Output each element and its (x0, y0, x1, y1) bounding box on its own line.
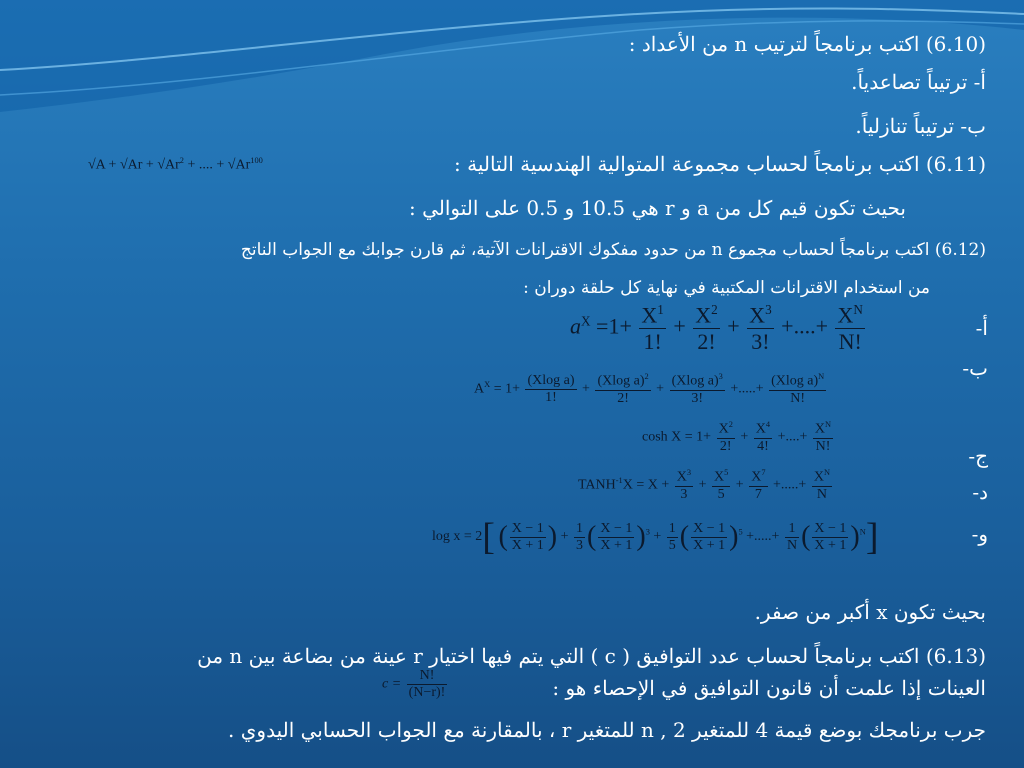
exp: 3 (645, 527, 650, 537)
option-label-d: د- (972, 480, 988, 504)
fraction-combination (407, 668, 448, 701)
den: (N−r)! (408, 685, 446, 700)
den: 1! (643, 329, 662, 355)
exp: X (484, 379, 491, 389)
dots: +....+ (781, 313, 828, 339)
fraction-term-1 (675, 468, 693, 503)
den: X + 1 (693, 537, 726, 553)
exponent: 100 (250, 156, 263, 165)
formula-combinations (382, 668, 449, 701)
geometric-series-formula: $√A + √Ar + √Ar^2$ + .... + $√Ar^{100}$ (88, 156, 263, 173)
num: X − 1 (693, 520, 726, 536)
den: 5 (668, 537, 676, 553)
term-sqrt-ar2: √Ar (157, 157, 180, 173)
exercise-6-12-continuation: من استخدام الاقترانات المكتبية في نهاية كل حلقة دوران : (523, 278, 930, 298)
fraction-term-n (813, 420, 833, 455)
exp: 7 (761, 468, 766, 477)
den: 3! (751, 329, 770, 355)
num: X (713, 469, 725, 485)
num: N! (407, 668, 448, 685)
num: X (641, 302, 658, 328)
fraction-term-n (769, 372, 826, 407)
term-sqrt-ar: √Ar (119, 157, 143, 173)
dots: +....+ (777, 429, 808, 445)
equals: X = X + (622, 477, 670, 493)
den: X + 1 (511, 537, 544, 553)
formula-log-series: log x = 2[ ( $\frac{X - 1}{X + 1}$ ) + $\frac{1}{3}$ ( $\frac{X - 1}{X + 1}$ )$^3$ + $\frac{1}{5}$ ( $\frac{X - 1}{X + 1}$ )$^5$ +.....+ $\frac{1}{N}$ ( $\frac{X - 1}{X + 1}$ )$^N$] (432, 516, 879, 558)
num: X − 1 (600, 520, 633, 536)
ratio-term-3 (598, 521, 634, 554)
den: 3 (680, 486, 688, 502)
den: N! (790, 390, 806, 406)
coefficient-1-n (785, 521, 799, 554)
dots: +.....+ (773, 477, 807, 493)
num: X − 1 (814, 520, 847, 536)
fraction-term-1 (639, 302, 665, 355)
exercise-6-13-continuation: العينات إذا علمت أن قانون التوافيق في الإحصاء هو : (552, 676, 986, 700)
exp: 1 (657, 302, 664, 317)
dots: +.....+ (730, 381, 764, 397)
exercise-6-12-condition: بحيث تكون x أكبر من صفر. (754, 600, 986, 624)
exponent: 2 (179, 156, 184, 165)
lhs: log x = 2 (432, 529, 483, 545)
den: 2! (697, 329, 716, 355)
exp: 3 (718, 372, 723, 381)
exp: 4 (765, 420, 771, 429)
den: N (816, 486, 827, 502)
exp: N (825, 420, 832, 429)
option-label-a: أ- (975, 316, 988, 340)
den: 2! (719, 438, 732, 454)
den: N! (838, 329, 862, 355)
formula-power-series: $A^X = 1+$ $\frac{\text{(Xlog a)}}{1!}$ + $\frac{(Xlog a)^2}{2!}$ + $\frac{(Xlog a)^3}{3!}$ +.....+ $\frac{(Xlog a)^N}{N!}$ (474, 372, 825, 406)
num: 1 (785, 521, 799, 538)
fraction-term-1 (525, 373, 576, 406)
coefficient-1-3 (574, 521, 585, 554)
num: (Xlog a) (671, 373, 719, 389)
exercise-6-10-option-a: أ- ترتيباً تصاعدياً. (851, 70, 986, 94)
formula-exponential-series: $a^X =1+$ $\frac{X^1}{1!}$ + $\frac{X^2}{2!}$ + $\frac{X^3}{3!}$ +....+ $\frac{X^N}{N!}$ (570, 302, 863, 355)
fraction-term-2 (693, 302, 719, 355)
fraction-term-n (835, 302, 864, 355)
ratio-term-5 (691, 521, 727, 554)
option-label-c: ج- (968, 444, 988, 468)
den: 3 (576, 537, 584, 553)
den: 2! (617, 390, 629, 406)
exp: 3 (686, 468, 692, 477)
den: N! (815, 438, 831, 454)
exp: N (859, 527, 866, 537)
option-label-b: ب- (962, 356, 988, 380)
fraction-term-2 (595, 372, 650, 407)
num: X (751, 469, 762, 485)
dots: +.....+ (746, 529, 780, 545)
fraction-term-3 (670, 372, 725, 407)
num: X (676, 469, 687, 485)
den: X + 1 (814, 537, 847, 553)
exp: 2 (644, 372, 649, 381)
exercise-6-10-title: (6.10) اكتب برنامجاً لترتيب n من الأعداد : (628, 32, 986, 56)
lhs-base: a (570, 313, 581, 339)
fraction-term-3 (749, 468, 767, 503)
lhs: TANH (578, 477, 616, 493)
exp: N (818, 372, 825, 381)
num: 1 (576, 520, 584, 536)
den: 7 (754, 486, 762, 502)
den: 3! (691, 390, 704, 406)
num: X (814, 421, 826, 437)
exp: 3 (765, 302, 772, 317)
formula-cosh-series: cosh X = 1+ $\frac{X^2}{2!}$ + $\frac{X^4}{4!}$ +....+ $\frac{X^N}{N!}$ (642, 420, 832, 454)
exercise-6-11-title: (6.11) اكتب برنامجاً لحساب مجموعة المتوالية الهندسية التالية : (454, 152, 986, 176)
den: 4! (757, 438, 769, 454)
num: X (813, 469, 824, 485)
fraction-term-3 (747, 302, 773, 355)
den: 1! (545, 389, 557, 405)
equals: = 1+ (493, 381, 520, 397)
term-sqrt-a: √A (88, 157, 106, 173)
term-dots: .... (198, 157, 213, 173)
exp: 2 (728, 420, 733, 429)
ratio-term-n (812, 521, 848, 554)
option-label-e: و- (971, 522, 988, 546)
fraction-term-2 (712, 468, 730, 503)
exp: 5 (724, 468, 729, 477)
exp: 2 (711, 302, 718, 317)
exercise-6-13-title: (6.13) اكتب برنامجاً لحساب عدد التوافيق ( c ) التي يتم فيها اختيار r عينة من بضاعة بين n من (197, 644, 986, 668)
exercise-6-12-title: (6.12) اكتب برنامجاً لحساب مجموع n من حدود مفكوك الاقترانات الآتية، ثم قارن جوابك مع الجواب الناتج (240, 240, 986, 260)
num: X (755, 421, 766, 437)
header-swoosh-decoration (0, 0, 1024, 120)
exercise-6-10-option-b: ب- ترتيباً تنازلياً. (855, 114, 986, 138)
num: (Xlog a) (597, 373, 645, 389)
num: X (837, 302, 854, 328)
fraction-term-1 (717, 420, 735, 455)
term-sqrt-ar100: √Ar (227, 157, 251, 173)
den: 5 (717, 486, 725, 502)
equals: =1+ (596, 313, 632, 339)
num: X (749, 302, 766, 328)
num: X (718, 421, 729, 437)
den: X + 1 (600, 537, 633, 553)
exercise-6-11-note: بحيث تكون قيم كل من a و r هي 10.5 و 0.5 على التوالي : (409, 196, 906, 220)
num: X (695, 302, 712, 328)
exponent: X (581, 313, 591, 329)
ratio-term-1 (510, 521, 546, 554)
num: X − 1 (511, 520, 544, 536)
lhs: cosh X = 1+ (642, 429, 712, 445)
num: (Xlog a) (527, 372, 575, 388)
lhs: c = (382, 676, 402, 692)
fraction-term-n (812, 468, 832, 503)
exercise-6-13-instruction: جرب برنامجك بوضع قيمة 4 للمتغير n , 2 للمتغير r ، بالمقارنة مع الجواب الحسابي اليدوي . (228, 718, 986, 742)
exp: -1 (615, 475, 623, 485)
formula-tanh-inverse-series: $TANH^{-1}X = X$ + $\frac{X^3}{3}$ + $\frac{X^5}{5}$ + $\frac{X^7}{7}$ +.....+ $\frac{X^N}{N}$ (578, 468, 830, 502)
lhs: A (474, 381, 485, 397)
den: N (786, 537, 798, 553)
num: (Xlog a) (771, 373, 819, 389)
exp: N (823, 468, 830, 477)
exp: 5 (738, 527, 743, 537)
exp: N (853, 302, 863, 317)
num: 1 (668, 520, 676, 536)
fraction-term-2 (754, 420, 772, 455)
coefficient-1-5 (667, 521, 678, 554)
